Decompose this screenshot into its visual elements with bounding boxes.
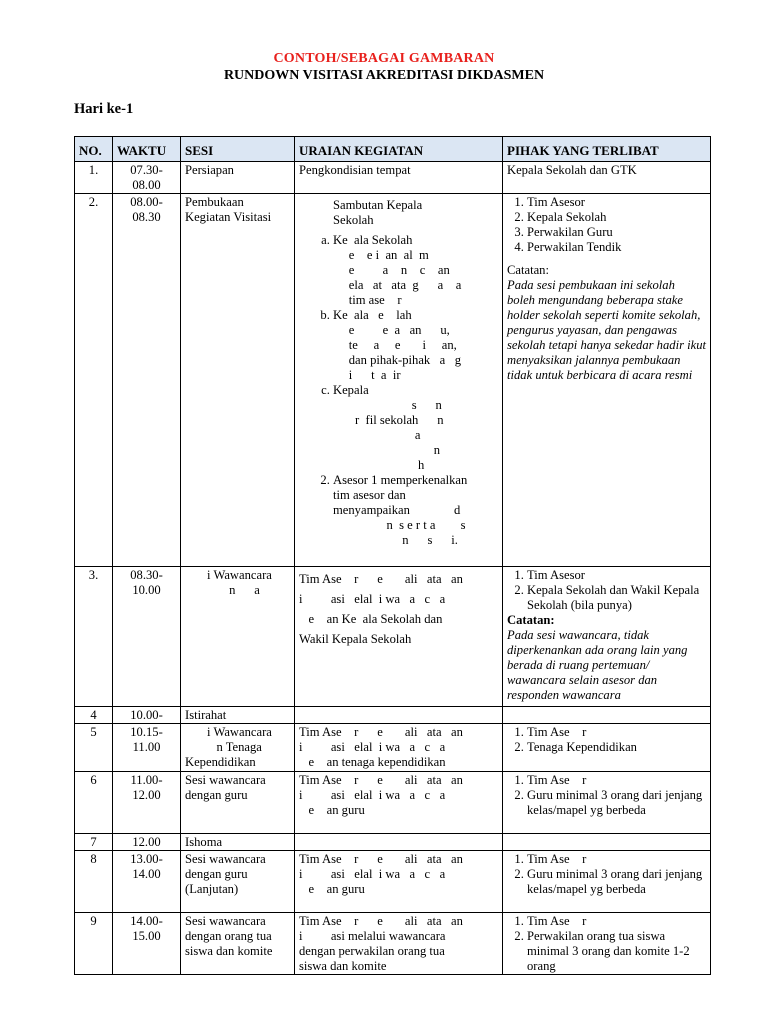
row-parties — [503, 724, 711, 772]
note-label: Catatan: — [507, 263, 549, 277]
row-session: Sesi wawancara dengan orang tua siswa dan komite — [181, 913, 295, 975]
row-number: 1. — [75, 162, 113, 194]
row-parties — [503, 707, 711, 724]
row-parties — [503, 834, 711, 851]
list-item: 2. Guru minimal 3 orang dari jenjang kelas/mapel yg berbeda — [527, 788, 706, 818]
table-row — [75, 567, 711, 707]
list-item: 1. Tim Ase r — [527, 852, 706, 867]
table-row — [75, 772, 711, 834]
parties-list — [507, 914, 706, 974]
list-item: 2. Kepala Sekolah dan Wakil Kepala Sekolah (bila punya) — [527, 583, 706, 613]
column-header-activity: URAIAN KEGIATAN — [295, 137, 503, 162]
row-number: 2. — [75, 194, 113, 567]
table-row — [75, 707, 711, 724]
row-session: i Wawancara n Tenaga Kependidikan — [181, 724, 295, 772]
row-session: i Wawancara n a — [181, 567, 295, 707]
note-label: Catatan: — [507, 613, 555, 627]
list-item: b. Ke ala e lah e e a an u, te a e i an, dan pihak-pihak a g i t a ir — [333, 308, 498, 383]
column-header-parties: PIHAK YANG TERLIBAT — [503, 137, 711, 162]
list-item: 2. Tenaga Kependidikan — [527, 740, 706, 755]
list-item: 1. Tim Ase r — [527, 725, 706, 740]
table-row — [75, 913, 711, 975]
list-item: c. Kepala s n r fil sekolah n a n h — [333, 383, 498, 473]
row-number: 3. — [75, 567, 113, 707]
row-activity — [295, 834, 503, 851]
row-parties — [503, 772, 711, 834]
row-time: 10.15- 11.00 — [113, 724, 181, 772]
row-number: 7 — [75, 834, 113, 851]
row-activity: Pengkondisian tempat — [295, 162, 503, 194]
parties-list — [507, 773, 706, 818]
row-parties — [503, 851, 711, 913]
parties-list — [507, 725, 706, 755]
row-number: 6 — [75, 772, 113, 834]
column-header-time: WAKTU — [113, 137, 181, 162]
row-activity: Tim Ase r e ali ata an i asi melalui wawancara dengan perwakilan orang tua siswa dan komite — [295, 913, 503, 975]
row-parties — [503, 194, 711, 567]
parties-list — [507, 195, 706, 255]
row-session: Ishoma — [181, 834, 295, 851]
row-time: 08.30- 10.00 — [113, 567, 181, 707]
table-row — [75, 851, 711, 913]
list-item: 1. Tim Ase r — [527, 914, 706, 929]
list-item: 2. Kepala Sekolah — [527, 210, 706, 225]
row-number: 8 — [75, 851, 113, 913]
table-row — [75, 834, 711, 851]
row-time: 13.00- 14.00 — [113, 851, 181, 913]
note-text: Pada sesi pembukaan ini sekolah boleh mengundang beberapa stake holder sekolah seperti komite sekolah, pengurus yayasan, dan pengawas sekolah tetapi hanya sekedar hadir ikut menyaksikan jalannya pembukaan tidak untuk berbicara di acara resmi — [507, 278, 707, 382]
row-time: 10.00- — [113, 707, 181, 724]
activity-list — [299, 473, 498, 548]
row-parties — [503, 567, 711, 707]
list-item: a. Ke ala Sekolah e e i an al m e a n c an ela at ata g a a tim ase r — [333, 233, 498, 308]
row-number: 4 — [75, 707, 113, 724]
day-heading: Hari ke-1 — [74, 101, 134, 117]
row-parties — [503, 913, 711, 975]
example-label: CONTOH/SEBAGAI GAMBARAN — [273, 51, 495, 66]
rundown-table — [74, 136, 711, 975]
row-number: 9 — [75, 913, 113, 975]
row-activity: Tim Ase r e ali ata an i asi elal i wa a c a e an guru — [295, 772, 503, 834]
document-title: RUNDOWN VISITASI AKREDITASI DIKDASMEN — [223, 68, 545, 83]
activity-intro: Sambutan Kepala Sekolah — [333, 198, 423, 227]
list-item: 1. Tim Ase r — [527, 773, 706, 788]
row-time: 11.00- 12.00 — [113, 772, 181, 834]
table-row — [75, 724, 711, 772]
list-item: 1. Tim Asesor — [527, 195, 706, 210]
row-time: 08.00- 08.30 — [113, 194, 181, 567]
row-time: 14.00- 15.00 — [113, 913, 181, 975]
list-item: 3. Perwakilan Guru — [527, 225, 706, 240]
note-text: Pada sesi wawancara, tidak diperkenankan ada orang lain yang berada di ruang pertemuan/ wawancara selain asesor dan responden wawancara — [507, 628, 688, 702]
row-session: Sesi wawancara dengan guru (Lanjutan) — [181, 851, 295, 913]
table-row — [75, 162, 711, 194]
column-header-no: NO. — [75, 137, 113, 162]
row-time: 07.30- 08.00 — [113, 162, 181, 194]
row-activity — [295, 194, 503, 567]
parties-list — [507, 568, 706, 613]
list-item: 4. Perwakilan Tendik — [527, 240, 706, 255]
row-parties: Kepala Sekolah dan GTK — [503, 162, 711, 194]
list-item: 2. Perwakilan orang tua siswa minimal 3 orang dan komite 1-2 orang — [527, 929, 706, 974]
row-session: Pembukaan Kegiatan Visitasi — [181, 194, 295, 567]
row-session: Persiapan — [181, 162, 295, 194]
table-header-row — [75, 137, 711, 162]
list-item: 2. Guru minimal 3 orang dari jenjang kelas/mapel yg berbeda — [527, 867, 706, 897]
activity-sublist — [299, 233, 498, 473]
parties-list — [507, 852, 706, 897]
row-time: 12.00 — [113, 834, 181, 851]
row-activity: Tim Ase r e ali ata an i asi elal i wa a c a e an guru — [295, 851, 503, 913]
row-number: 5 — [75, 724, 113, 772]
row-session: Sesi wawancara dengan guru — [181, 772, 295, 834]
row-session: Istirahat — [181, 707, 295, 724]
list-item: 1. Tim Asesor — [527, 568, 706, 583]
row-activity — [295, 707, 503, 724]
table-row — [75, 194, 711, 567]
column-header-session: SESI — [181, 137, 295, 162]
row-activity: Tim Ase r e ali ata an i asi elal i wa a c a e an tenaga kependidikan — [295, 724, 503, 772]
list-item: 2. Asesor 1 memperkenalkan tim asesor dan menyampaikan d n s e r t a s n s i. — [333, 473, 498, 548]
row-activity: Tim Ase r e ali ata an i asi elal i wa a c a e an Ke ala Sekolah dan Wakil Kepala Sekolah — [295, 567, 503, 707]
